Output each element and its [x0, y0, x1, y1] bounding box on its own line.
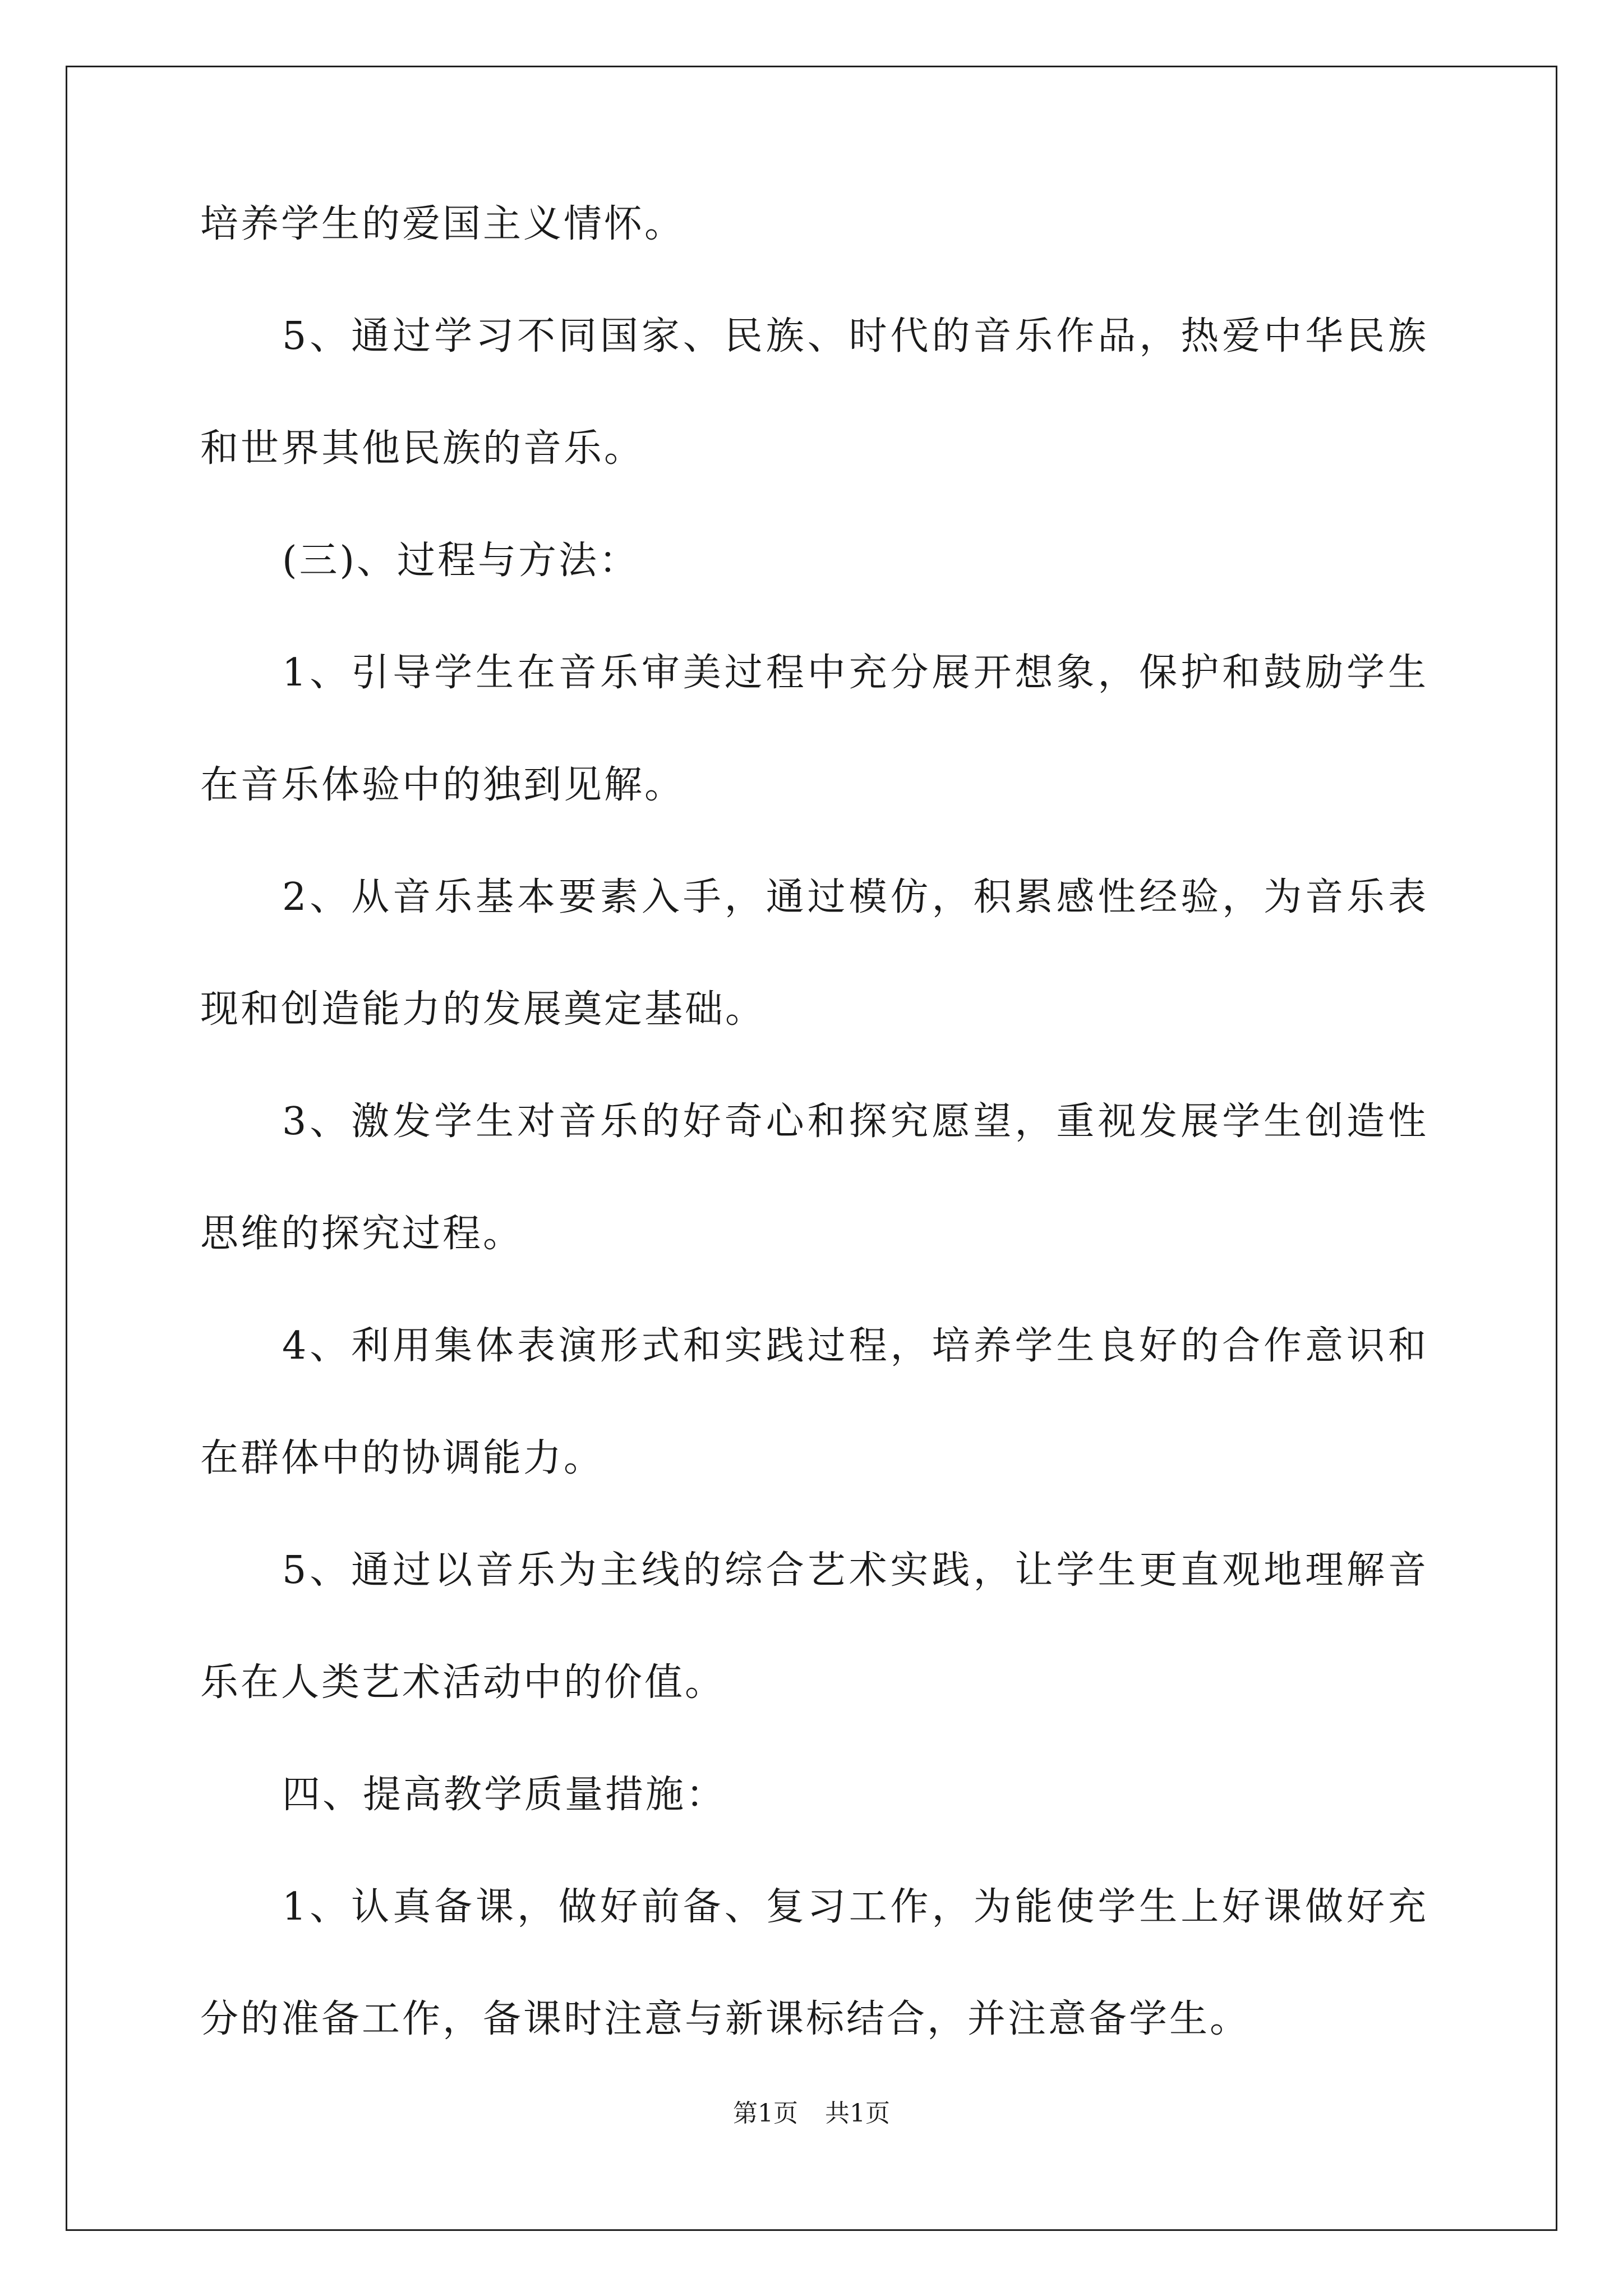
- page-footer: [0, 2097, 1623, 2131]
- paragraph-5: 2、从音乐基本要素入手，通过模仿，积累感性经验，为音乐表现和创造能力的发展奠定基础。: [200, 875, 1428, 1032]
- paragraph-7: 4、利用集体表演形式和实践过程，培养学生良好的合作意识和在群体中的协调能力。: [200, 1324, 1428, 1480]
- document-body: [200, 168, 1428, 2076]
- section-heading-teaching-quality-measures: 四、提高教学质量措施：: [282, 1773, 727, 1817]
- section-heading-process-and-methods: (三)、过程与方法：: [282, 539, 640, 583]
- paragraph-10: 1、认真备课，做好前备、复习工作，为能使学生上好课做好充分的准备工作，备课时注意与新课标结合，并注意备学生。: [200, 1885, 1428, 2041]
- page-number-total: 共1页: [825, 2099, 890, 2128]
- page-number-current: 第1页: [733, 2099, 798, 2128]
- paragraph-6: 3、激发学生对音乐的好奇心和探究愿望，重视发展学生创造性思维的探究过程。: [200, 1099, 1428, 1256]
- paragraph-1: 培养学生的爱国主义情怀。: [200, 202, 685, 246]
- paragraph-4: 1、引导学生在音乐审美过程中充分展开想象，保护和鼓励学生在音乐体验中的独到见解。: [200, 651, 1428, 807]
- paragraph-8: 5、通过以音乐为主线的综合艺术实践，让学生更直观地理解音乐在人类艺术活动中的价值。: [200, 1548, 1428, 1705]
- paragraph-2: 5、通过学习不同国家、民族、时代的音乐作品，热爱中华民族和世界其他民族的音乐。: [200, 314, 1428, 471]
